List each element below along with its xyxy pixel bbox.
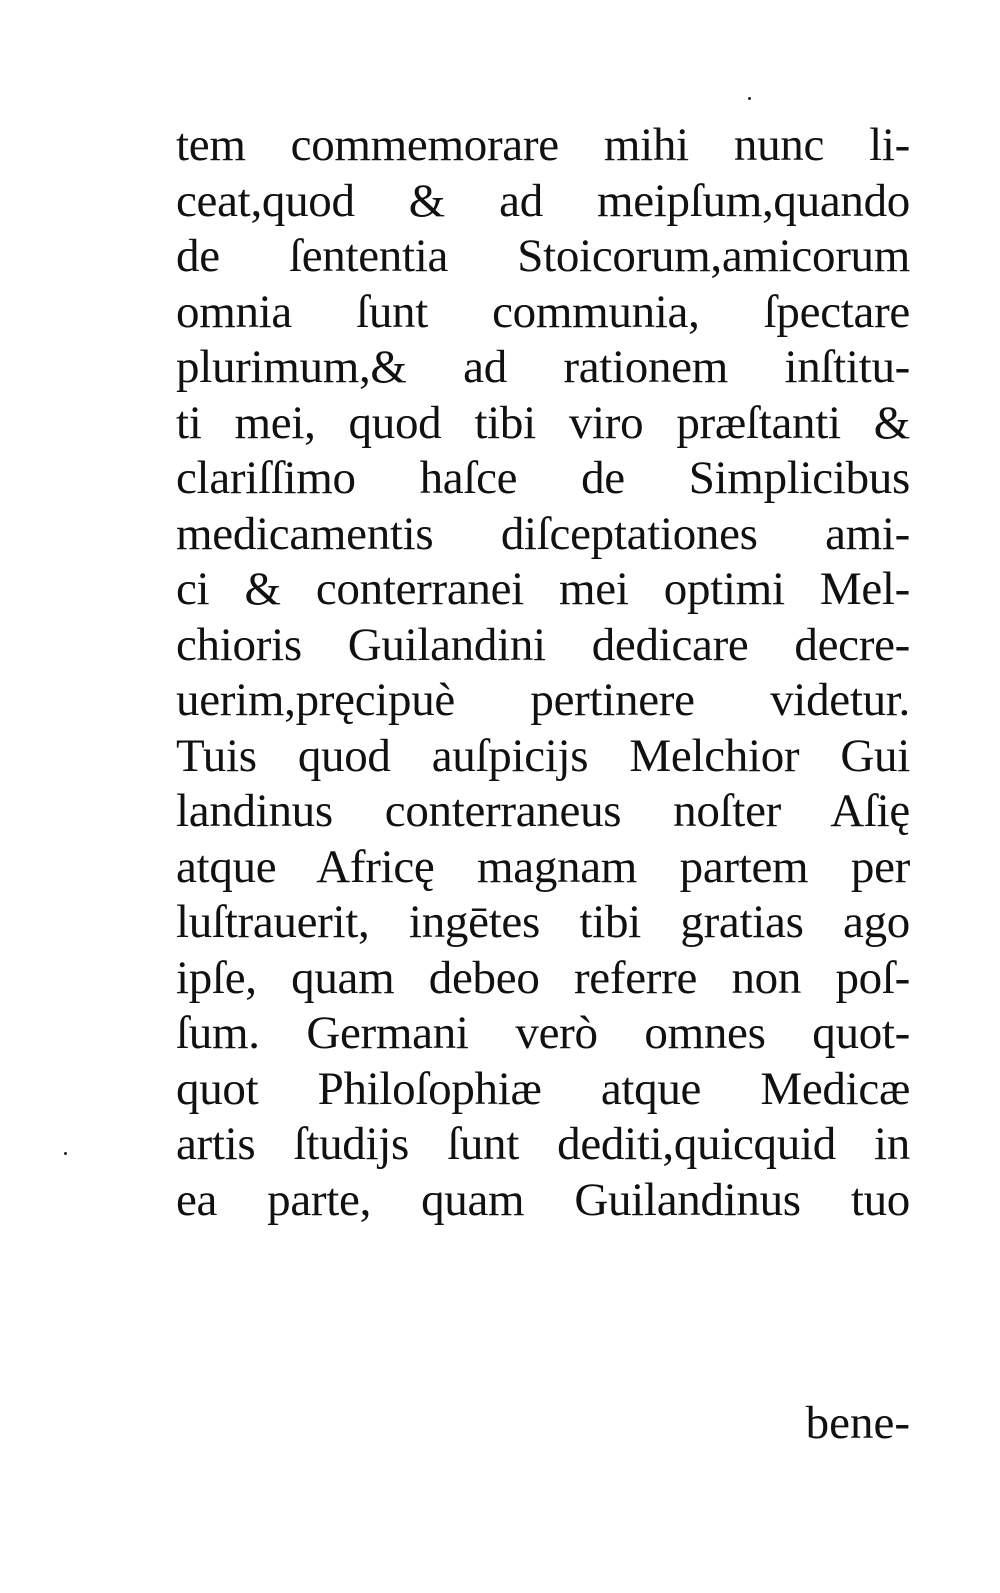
text-line: ti mei, quod tibi viro præſtanti &: [176, 396, 910, 449]
text-line: atque Africę magnam partem per: [176, 840, 910, 893]
text-line: uerim,pręcipuè pertinere videtur.: [176, 674, 910, 726]
text-line: ea parte, quam Guilandinus tuo: [176, 1173, 910, 1226]
text-line: chioris Guilandini dedicare decre-: [176, 618, 910, 671]
text-line: Tuis quod auſpicijs Melchior Gui: [176, 729, 910, 782]
text-line: ipſe, quam debeo referre non poſ-: [176, 951, 910, 1004]
paper-speck: [64, 1152, 67, 1155]
text-line: omnia ſunt communia, ſpectare: [176, 285, 910, 338]
text-line: quot Philoſophiæ atque Medicæ: [176, 1062, 910, 1115]
text-line: tem commemorare mihi nunc li-: [176, 119, 910, 171]
paper-speck: [748, 97, 751, 100]
text-line: medicamentis diſceptationes ami-: [176, 507, 910, 560]
text-line: plurimum,& ad rationem inſtitu-: [176, 341, 910, 393]
text-line: de ſententia Stoicorum,amicorum: [176, 230, 910, 282]
catchword: bene-: [805, 1397, 910, 1449]
text-line: artis ſtudijs ſunt dediti,quicquid in: [176, 1118, 910, 1170]
text-line: ſum. Germani verò omnes quot-: [176, 1007, 910, 1059]
text-line: ceat,quod & ad meipſum,quando: [176, 174, 910, 227]
text-line: luſtrauerit, ingētes tibi gratias ago: [176, 896, 910, 948]
text-line: clariſſimo haſce de Simplicibus: [176, 452, 910, 504]
text-line: landinus conterraneus noſter Aſię: [176, 785, 910, 837]
text-line: ci & conterranei mei optimi Mel-: [176, 563, 910, 615]
body-text: [176, 118, 910, 1228]
